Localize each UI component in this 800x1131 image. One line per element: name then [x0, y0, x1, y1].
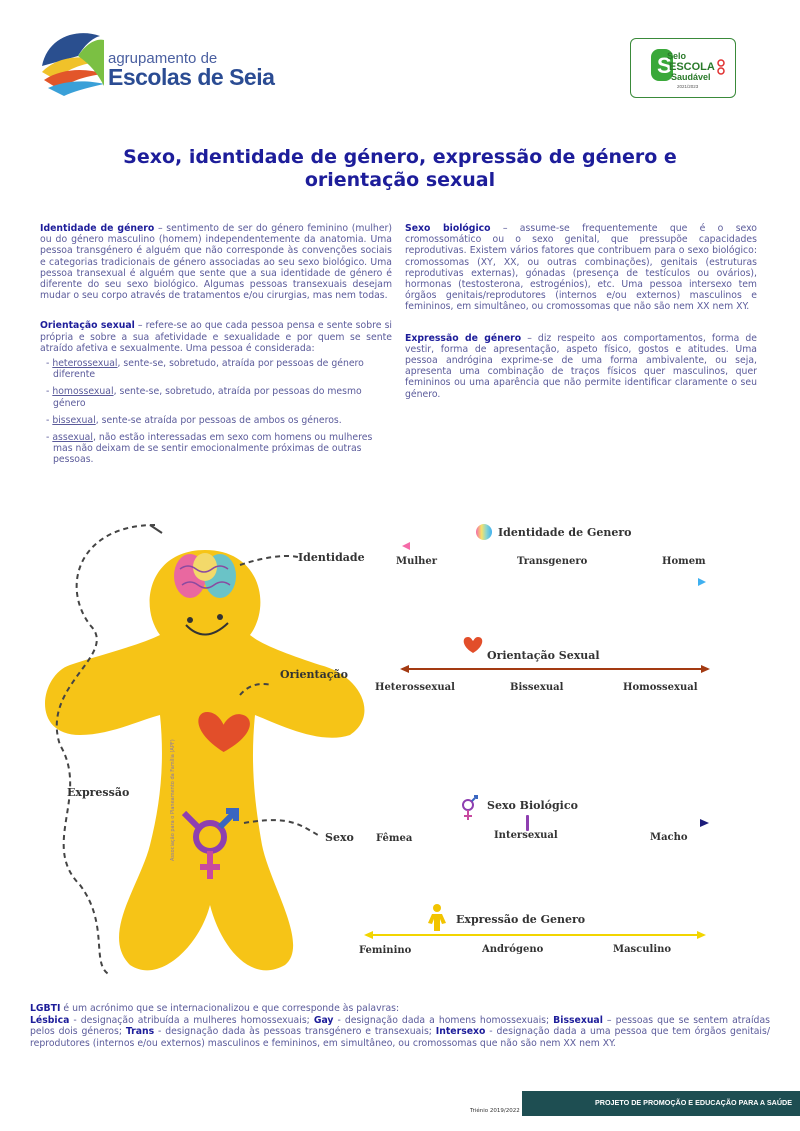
- figure-credit: Associação para o Planeamento da Família (APF): [170, 739, 176, 861]
- list-item: - homossexual, sente-se, sobretudo, atraída por pessoas do mesmo género: [46, 386, 362, 409]
- label-identity: Identidade: [298, 551, 365, 564]
- expression-term: Expressão de género: [405, 332, 522, 344]
- scale-left: Feminino: [359, 945, 412, 956]
- identity-term: Identidade de género: [40, 223, 155, 234]
- scale-title: Sexo Biológico: [487, 799, 578, 812]
- expression-text: – diz respeito aos comportamentos, forma de vestir, forma de apresentação, aspeto físico, gostos e atitudes. Uma pessoa andrógina exprime-se de uma forma ambivalente, ou seja, apresenta uma combinação de traços físicos quer masculinos, quer femininos ou uma aparência que não permite identificar claramente o seu género.: [405, 332, 757, 400]
- healthy-school-seal: [630, 38, 736, 98]
- scale-right: Macho: [650, 832, 688, 843]
- list-term: assexual: [52, 432, 93, 444]
- seal-years: 2021/2023: [677, 84, 699, 89]
- scale-left: Fêmea: [376, 833, 413, 844]
- scale-middle: Transgenero: [517, 556, 588, 567]
- sex-paragraph: [405, 223, 757, 313]
- gingerbread-body: [45, 550, 364, 970]
- list-item: - assexual, não estão interessadas em sexo com homens ou mulheres mas não deixam de se sentir emocionalmente próximas de outras pessoas.: [46, 432, 373, 466]
- list-item: - bissexual, sente-se atraída por pessoas de ambos os géneros.: [46, 414, 342, 426]
- scale-left: Mulher: [396, 556, 438, 567]
- label-sex: Sexo: [325, 831, 354, 844]
- orientation-term: Orientação sexual: [40, 320, 135, 332]
- scale-middle: Bissexual: [510, 682, 564, 693]
- scale-orientation: [375, 637, 710, 693]
- seal-line3: Saudável: [671, 72, 711, 82]
- scale-right: Homem: [662, 556, 706, 567]
- scale-sex: [376, 796, 709, 844]
- orientation-paragraph: [40, 320, 392, 354]
- label-orientation: Orientação: [280, 668, 348, 681]
- scale-identity: [396, 524, 706, 586]
- scale-title: Expressão de Genero: [456, 913, 586, 926]
- scale-title: Identidade de Genero: [498, 526, 632, 539]
- footer-project-title: PROJETO DE PROMOÇÃO E EDUCAÇÃO PARA A SAÚDE: [594, 1098, 792, 1107]
- scale-right: Masculino: [613, 944, 672, 955]
- sex-term: Sexo biológico: [405, 223, 491, 234]
- lgbti-definitions: Lésbica - designação atribuída a mulheres homossexuais; Gay - designação dada a homens homossexuais; Bissexual – pessoas que se sentem atraídas pelos dois géneros; Trans - designação dada às pessoas transgénero e transexuais; Intersexo - designação dada a uma pessoa que tem órgãos genitais/ reprodutores (internos e/ou externos) masculinos e femininos, em simultâneo, ou cromossomas que não são nem XX nem XY.: [30, 1014, 770, 1049]
- seal-line2: ESCOLA: [669, 61, 715, 73]
- right-column: [405, 223, 757, 419]
- label-expression: Expressão: [67, 786, 130, 799]
- expression-paragraph: [405, 333, 757, 400]
- logo-subtitle: agrupamento de: [108, 50, 218, 67]
- list-term: homossexual: [52, 386, 114, 398]
- list-term: bissexual: [52, 414, 96, 426]
- svg-text:S: S: [657, 53, 672, 78]
- orientation-list: [40, 358, 392, 466]
- lgbti-acronym: LGBTI: [30, 1003, 61, 1014]
- identity-paragraph: [40, 223, 392, 301]
- orientation-text: – refere-se ao que cada pessoa pensa e sente sobre si própria e sobre a sua afetividade e sexualidade e por quem se sente atraído afetiva e sexualmente. Uma pessoa é considerada:: [40, 320, 392, 354]
- heart-small-icon: [464, 637, 483, 653]
- identity-text: – sentimento de ser do género feminino (mulher) ou do género masculino (homem) independentemente da anatomia. Uma pessoa transgénero é alguém que não corresponde às convenções sociais e categorias tradicionais de género associadas ao seu sexo biológico. Uma pessoa transexual é alguém que sente que a sua identidade de género é diferente do seu sexo biológico. Algumas pessoas transexuais desejam mudar o seu corpo através de tratamentos e/ou cirurgias, mas nem todas.: [40, 223, 392, 302]
- scale-title: Orientação Sexual: [487, 649, 600, 662]
- person-icon: [428, 904, 446, 931]
- lgbti-intro: LGBTI é um acrónimo que se internacionalizou e que corresponde às palavras:: [30, 1003, 400, 1014]
- scale-middle: Intersexual: [494, 830, 558, 841]
- page-title: Sexo, identidade de género, expressão de género e orientação sexual: [123, 146, 677, 191]
- lgbti-paragraph: [30, 1003, 770, 1049]
- trienio-label: Triénio 2019/2022: [470, 1108, 520, 1114]
- left-column: [40, 223, 392, 472]
- genderbread-figure: [0, 505, 800, 995]
- seal-graphic: [631, 39, 735, 97]
- scale-middle: Andrógeno: [482, 944, 544, 955]
- gender-small-icon: [463, 796, 477, 820]
- sex-text: – assume-se frequentemente que é o sexo cromossomático ou o sexo genital, que pressupõe capacidades reprodutivas. Existem vários fatores que contribuem para o sexo biológico: cromossomas (XY, XX, ou outras combinações), genitais (estruturas reprodutivas externas), gónadas (presença de testículos ou ovários), hormonas (testosterona, estrogénios), etc. Uma pessoa intersexo tem órgãos genitais/reprodutores (internos e/ou externos) masculinos e femininos, em simultâneo, ou cromossomas que não são nem XX nem XY.: [405, 223, 757, 313]
- scale-left: Heterossexual: [375, 682, 455, 693]
- list-term: heterossexual: [52, 358, 118, 370]
- seal-line1: Selo: [667, 51, 687, 61]
- scale-right: Homossexual: [623, 682, 698, 693]
- scale-expression: [359, 904, 706, 956]
- logo-title: Escolas de Seia: [108, 64, 275, 90]
- rainbow-brain-icon: [476, 524, 492, 540]
- list-item: - heterossexual, sente-se, sobretudo, atraída por pessoas de género diferente: [46, 358, 364, 381]
